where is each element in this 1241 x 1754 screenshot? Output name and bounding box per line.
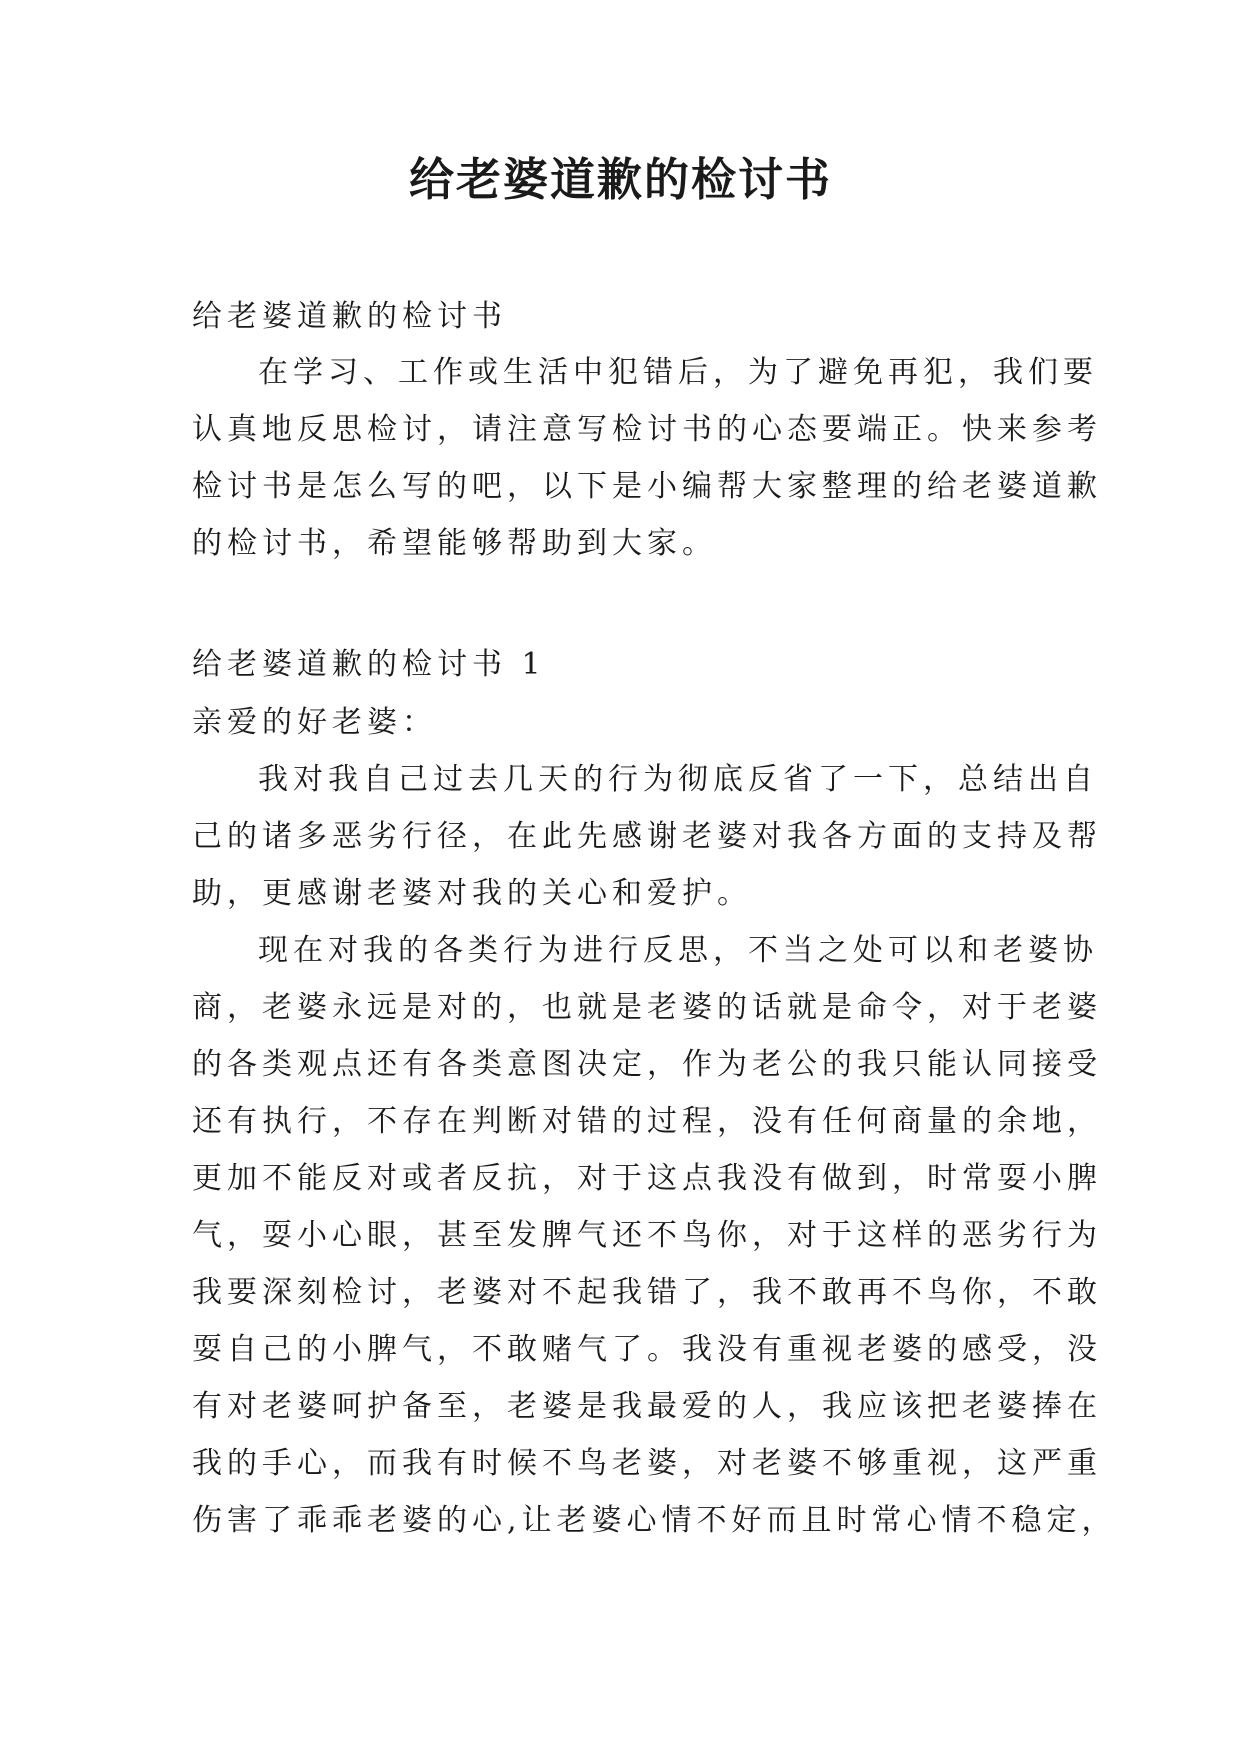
paragraph2-line: 的各类观点还有各类意图决定，作为老公的我只能认同接受: [192, 1047, 1102, 1082]
paragraph2-line: 我的手心，而我有时候不鸟老婆，对老婆不够重视，这严重: [192, 1446, 1102, 1481]
intro-line: 在学习、工作或生活中犯错后，为了避免再犯，我们要: [258, 355, 1098, 390]
intro-line: 检讨书是怎么写的吧，以下是小编帮大家整理的给老婆道歉: [192, 469, 1102, 504]
paragraph2-line: 商，老婆永远是对的，也就是老婆的话就是命令，对于老婆: [192, 990, 1102, 1025]
document-title: 给老婆道歉的检讨书: [408, 153, 832, 206]
salutation: 亲爱的好老婆：: [192, 705, 437, 740]
paragraph2-line: 还有执行，不存在判断对错的过程，没有任何商量的余地，: [192, 1104, 1102, 1139]
document-subtitle: 给老婆道歉的检讨书: [192, 299, 507, 334]
section-heading: 给老婆道歉的检讨书 1: [192, 647, 546, 682]
paragraph2-line: 更加不能反对或者反抗，对于这点我没有做到，时常耍小脾: [192, 1161, 1102, 1196]
letter-body: [192, 694, 1117, 1549]
intro-paragraph: [192, 344, 1102, 572]
section-heading-block: [192, 636, 1062, 693]
paragraph2-line: 气，耍小心眼，甚至发脾气还不鸟你，对于这样的恶劣行为: [192, 1218, 1102, 1253]
intro-line: 的检讨书，希望能够帮助到大家。: [192, 526, 717, 561]
paragraph2-line: 伤害了乖乖老婆的心,让老婆心情不好而且时常心情不稳定，: [192, 1503, 1117, 1538]
paragraph2-line: 耍自己的小脾气，不敢赌气了。我没有重视老婆的感受，没: [192, 1332, 1102, 1367]
paragraph1-line: 我对我自己过去几天的行为彻底反省了一下，总结出自: [258, 762, 1098, 797]
paragraph2-line: 现在对我的各类行为进行反思，不当之处可以和老婆协: [258, 933, 1098, 968]
paragraph1-line: 助，更感谢老婆对我的关心和爱护。: [192, 876, 752, 911]
paragraph2-line: 有对老婆呵护备至，老婆是我最爱的人，我应该把老婆捧在: [192, 1389, 1102, 1424]
document-subtitle-block: [192, 288, 1062, 345]
paragraph1-line: 己的诸多恶劣行径，在此先感谢老婆对我各方面的支持及帮: [192, 819, 1102, 854]
paragraph2-line: 我要深刻检讨，老婆对不起我错了，我不敢再不鸟你，不敢: [192, 1275, 1102, 1310]
intro-line: 认真地反思检讨，请注意写检讨书的心态要端正。快来参考: [192, 412, 1102, 447]
